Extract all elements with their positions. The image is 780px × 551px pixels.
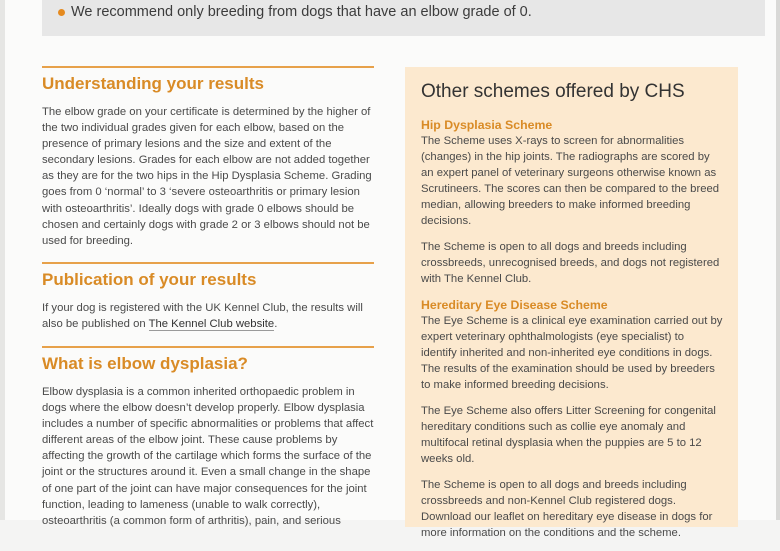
panel-title: Other schemes offered by CHS [421,81,685,102]
section-body [42,300,374,332]
section-divider [42,262,374,264]
hip-scheme-paragraph: The Scheme uses X-rays to screen for abnormalities (changes) in the hip joints. The radiographs are scored by an expert panel of veterinary surgeons otherwise known as Scrutineers. The scores can then be compared to the breed median, allowing breeders to make informed breeding decisions. [421,135,720,227]
hip-scheme-title: Hip Dysplasia Scheme [421,118,553,132]
section-body: Elbow dysplasia is a common inherited orthopaedic problem in dogs where the elbow doesn’t develop properly. Elbow dysplasia includes a number of specific abnormalities or problems that affect different areas of the elbow joint. These cause problems by affecting the growth of the cartilage which forms the surface of the joint or the structures around it. Even a small change in the shape of one part of the joint can have major consequences for the joint function, leading to lameness (unable to walk correctly), osteoarthritis (a common form of arthritis), pain, and serious [42,386,374,527]
eye-scheme-paragraph: The Scheme is open to all dogs and breeds including crossbreeds and non-Kennel Club registered dogs. Download our leaflet on hereditary eye disease in dogs for more information on the conditions and the scheme. [421,479,713,539]
hip-scheme-paragraph: The Scheme is open to all dogs and breeds including crossbreeds, unrecognised breeds, and dogs not registered with The Kennel Club. [421,241,720,285]
kennel-club-link[interactable]: The Kennel Club website [148,318,275,331]
section-title: What is elbow dysplasia? [42,354,248,373]
eye-scheme-paragraph: The Eye Scheme also offers Litter Screening for congenital hereditary conditions such as collie eye anomaly and multifocal retinal dysplasia when the puppies are 5 to 12 weeks old. [421,405,716,465]
section-publication [42,262,374,332]
other-schemes-panel [405,67,738,539]
section-understanding-results [42,66,374,249]
section-divider [42,66,374,68]
panel-body [421,117,723,551]
section-body: The elbow grade on your certificate is determined by the higher of the two individual grades given for each elbow, based on the presence of primary lesions and the size and extent of the secondary lesions. Grades for each elbow are not added together as they are for the two hips in the Hip Dysplasia Scheme. Grading goes from 0 ‘normal’ to 3 ‘severe osteoarthritis or primary lesion with osteoarthritis’. Ideally dogs with grade 0 elbows should be chosen and certainly dogs with grade 2 or 3 elbows should not be used for breeding. [42,106,372,247]
bullet-icon [58,9,65,16]
section-divider [42,346,374,348]
section-elbow-dysplasia [42,346,374,529]
section-title: Publication of your results [42,270,257,289]
page-edge-right [776,0,780,520]
eye-scheme-title: Hereditary Eye Disease Scheme [421,298,608,312]
eye-scheme-paragraph: The Eye Scheme is a clinical eye examination carried out by expert veterinary ophthalmologists (eye specialist) to identify inherited and non-inherited eye conditions in dogs. The results of the examination should be used by breeders to make informed breeding decisions. [421,315,723,391]
publication-text-end: . [274,318,278,331]
publication-text: If your dog is registered with the UK Kennel Club, the results will also be published on [42,302,363,331]
section-title: Understanding your results [42,74,264,93]
page-edge-left [0,0,5,520]
recommendation-text: We recommend only breeding from dogs that have an elbow grade of 0. [71,4,532,20]
